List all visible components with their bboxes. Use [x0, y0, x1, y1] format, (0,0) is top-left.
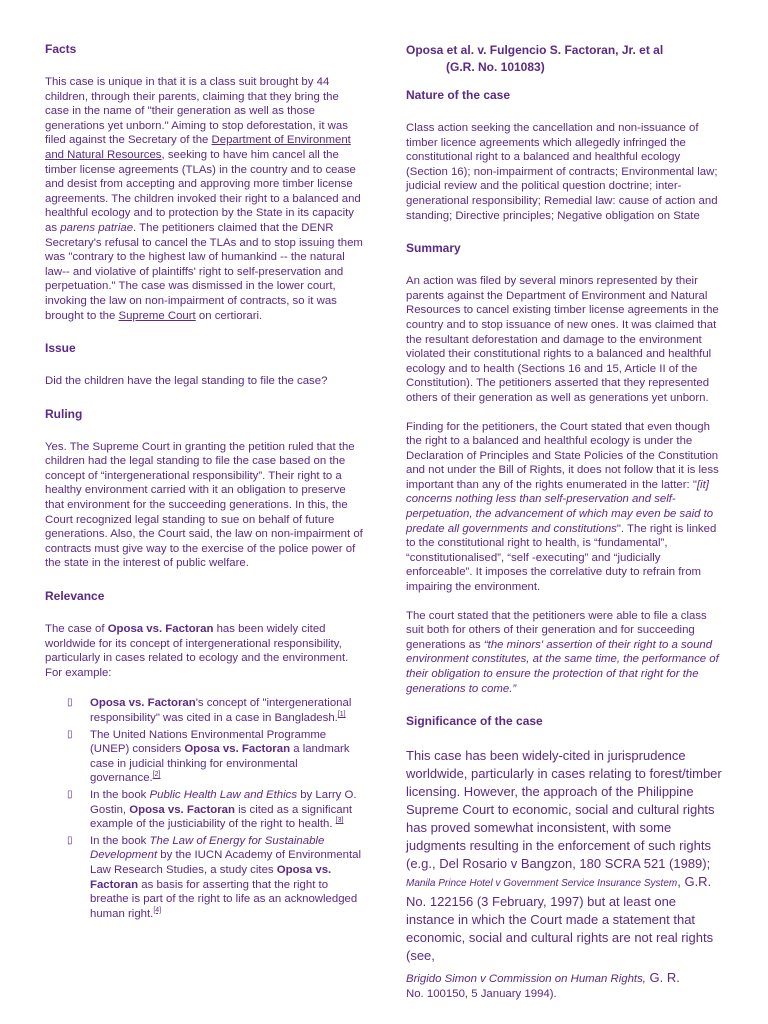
facts-text: . The petitioners claimed that the DENR Secretary's refusal to cancel the TLAs and to stop issuing them was "contrary to the highest law of humankind -- the natural law-- and violative of plaintiffs' right to self-preservation and perpetuation." The case was dismissed in the lower court, invoking the law on non-impairment of contracts, so it was brought to the [45, 221, 363, 322]
footnote-link[interactable]: [3] [335, 817, 344, 825]
list-item-text: 's concept of "intergenerational responsibility" was cited in a case in Bangladesh. [90, 697, 352, 724]
facts-emphasis: parens patriae [60, 221, 134, 234]
summary-text: The court stated that the petitioners were able to file a class suit both for others of their generation and for succeeding generations as [406, 609, 707, 651]
significance-heading: Significance of the case [406, 714, 543, 729]
footnote-link[interactable]: [1] [337, 711, 346, 719]
relevance-text: has been widely cited worldwide for its concept of intergenerational responsibility, particularly in cases related to ecology and the environment. For example: [45, 623, 349, 679]
case-citation: Manila Prince Hotel v Government Service Insurance System [406, 878, 678, 890]
issue-heading: Issue [45, 341, 76, 356]
summary-text: ". The right is linked to the constitutional right to health, is “fundamental”, “constitutionalised”, “self -executing” and “judicially enforceable”. It imposes the correlative duty to refrain from impairing the environment. [406, 522, 717, 594]
left-column [45, 42, 363, 921]
relevance-text: The case of [45, 623, 108, 636]
summary-paragraph-2 [406, 420, 724, 595]
case-citation: Brigido Simon v Commission on Human Rights, [406, 973, 646, 986]
list-item-text: a landmark case in judicial thinking for environmental governance. [90, 743, 350, 785]
list-item-text: is cited as a significant example of the justiciability of the right to health. [90, 803, 353, 831]
book-title: The Law of Energy for Sustainable Development [90, 834, 325, 862]
case-title: Oposa et al. v. Fulgencio S. Factoran, Jr. et al [406, 43, 664, 57]
facts-text: , seeking to have him cancel all the timber license agreements (TLAs) in the country and to cease and desist from accepting and approving more timber license agreements. The children invoked their right to a balanced and healthful ecology and to protection by the State in its capacity as [45, 148, 361, 234]
summary-text: Finding for the petitioners, the Court stated that even though the right to a balanced and healthful ecology is under the Declaration of Principles and State Policies of the Constitution and not under the Bill of Rights, it does not follow that it is less important than any of the rights enumerated in the latter: " [406, 420, 719, 491]
list-item-text: In the book [90, 834, 150, 847]
significance-text: This case has been widely-cited in jurisprudence worldwide, particularly in cases relating to forest/timber licensing. However, the approach of the Philippine Supreme Court to economic, social and cultural rights has proved somewhat inconsistent, with some judgments resulting in the enforcement of such rights (e.g., Del Rosario v Bangzon, 180 SCRA 521 (1989); [406, 748, 722, 872]
summary-quote: [it] concerns nothing less than self-preservation and self-perpetuation, the advancement of which may even be said to predate all governments and constitutions [406, 478, 714, 535]
nature-paragraph: Class action seeking the cancellation and non-issuance of timber licence agreements which allegedly infringed the constitutional right to a balanced and healthful ecology (Section 16); non-impairment of contracts; Environmental law; judicial review and the political question doctrine; inter-generational responsibility; Remedial law: cause of action and standing; Directive principles; Negative obligation on State [406, 122, 718, 222]
significance-text: No. 100150, 5 January 1994). [406, 988, 557, 1001]
denr-link[interactable]: Department of Environment and Natural Resources [45, 134, 351, 161]
list-item [45, 696, 363, 725]
facts-text: on certiorari. [195, 309, 263, 322]
case-name: Oposa vs. Factoran [129, 803, 235, 816]
summary-paragraph-3 [406, 609, 724, 697]
bullet-icon: ▯ [67, 697, 73, 709]
list-item-text: by Larry O. Gostin, [90, 788, 357, 816]
bullet-icon: ▯ [67, 834, 73, 846]
ruling-paragraph: Yes. The Supreme Court in granting the petition ruled that the children had the legal standing to file the case based on the concept of “intergenerational responsibility”. Their right to a healthy environment carried with it an obligation to preserve that environment for the succeeding generations. In this, the Court recognized legal standing to sue on behalf of future generations. Also, the Court said, the law on non-impairment of contracts must give way to the exercise of the police power of the state in the interest of public welfare. [45, 440, 363, 570]
footnote-link[interactable]: [4] [153, 906, 162, 914]
supreme-court-link[interactable]: Supreme Court [118, 309, 196, 322]
list-item [45, 834, 363, 922]
significance-text: , G.R. No. 122156 (3 February, 1997) but at least one instance in which the Court made a statement that economic, social and cultural rights are not real rights (see, [406, 874, 714, 964]
list-item [45, 788, 363, 832]
example-list [45, 696, 363, 921]
facts-paragraph [45, 75, 363, 323]
case-number: (G.R. No. 101083) [446, 60, 545, 74]
bullet-icon: ▯ [67, 728, 73, 740]
bullet-icon: ▯ [67, 788, 73, 800]
right-column [406, 42, 724, 1002]
case-name: Oposa vs. Factoran [90, 863, 332, 891]
relevance-heading: Relevance [45, 589, 105, 604]
list-item-text: by the IUCN Academy of Environmental Law Research Studies, a study cites [90, 849, 361, 876]
footnote-link[interactable]: [2] [152, 771, 161, 779]
relevance-paragraph [45, 622, 363, 680]
list-item-text: The United Nations Environmental Programme (UNEP) considers [90, 728, 327, 756]
summary-quote: “the minors' assertion of their right to a sound environment constitutes, at the same time, the performance of their obligation to ensure the protection of that right for the generations to come.” [406, 638, 719, 695]
list-item [45, 728, 363, 786]
issue-paragraph: Did the children have the legal standing to file the case? [45, 375, 328, 388]
summary-paragraph-1: An action was filed by several minors represented by their parents against the Department of Environment and Natural Resources to cancel existing timber license agreements in the country and to stop issuance of new ones. It was claimed that the resultant deforestation and damage to the environment violated their constitutional rights to a balanced and healthful ecology and to health (Sections 16 and 15, Article II of the Constitution). The petitioners asserted that they represented others of their generation as well as generations yet unborn. [406, 275, 719, 404]
summary-heading: Summary [406, 241, 461, 256]
list-item-text: In the book [90, 788, 150, 801]
case-name: Oposa vs. Factoran [90, 697, 196, 710]
case-name: Oposa vs. Factoran [184, 743, 291, 756]
book-title: Public Health Law and Ethics [149, 788, 298, 801]
significance-paragraph [406, 747, 724, 965]
significance-text: G. R. [645, 970, 680, 986]
list-item-text: as basis for asserting that the right to breathe is part of the right to life as an acknowledged human right. [90, 878, 358, 920]
facts-text: This case is unique in that it is a class suit brought by 44 children, through their parents, claiming that they bring the case in the name of "their generation as well as those generations yet unborn." Aiming to stop deforestation, it was filed against the Secretary of the [45, 76, 348, 147]
facts-heading: Facts [45, 42, 77, 56]
case-name: Oposa vs. Factoran [107, 623, 214, 636]
significance-continuation [406, 969, 724, 1002]
nature-heading: Nature of the case [406, 88, 511, 102]
ruling-heading: Ruling [45, 406, 83, 421]
